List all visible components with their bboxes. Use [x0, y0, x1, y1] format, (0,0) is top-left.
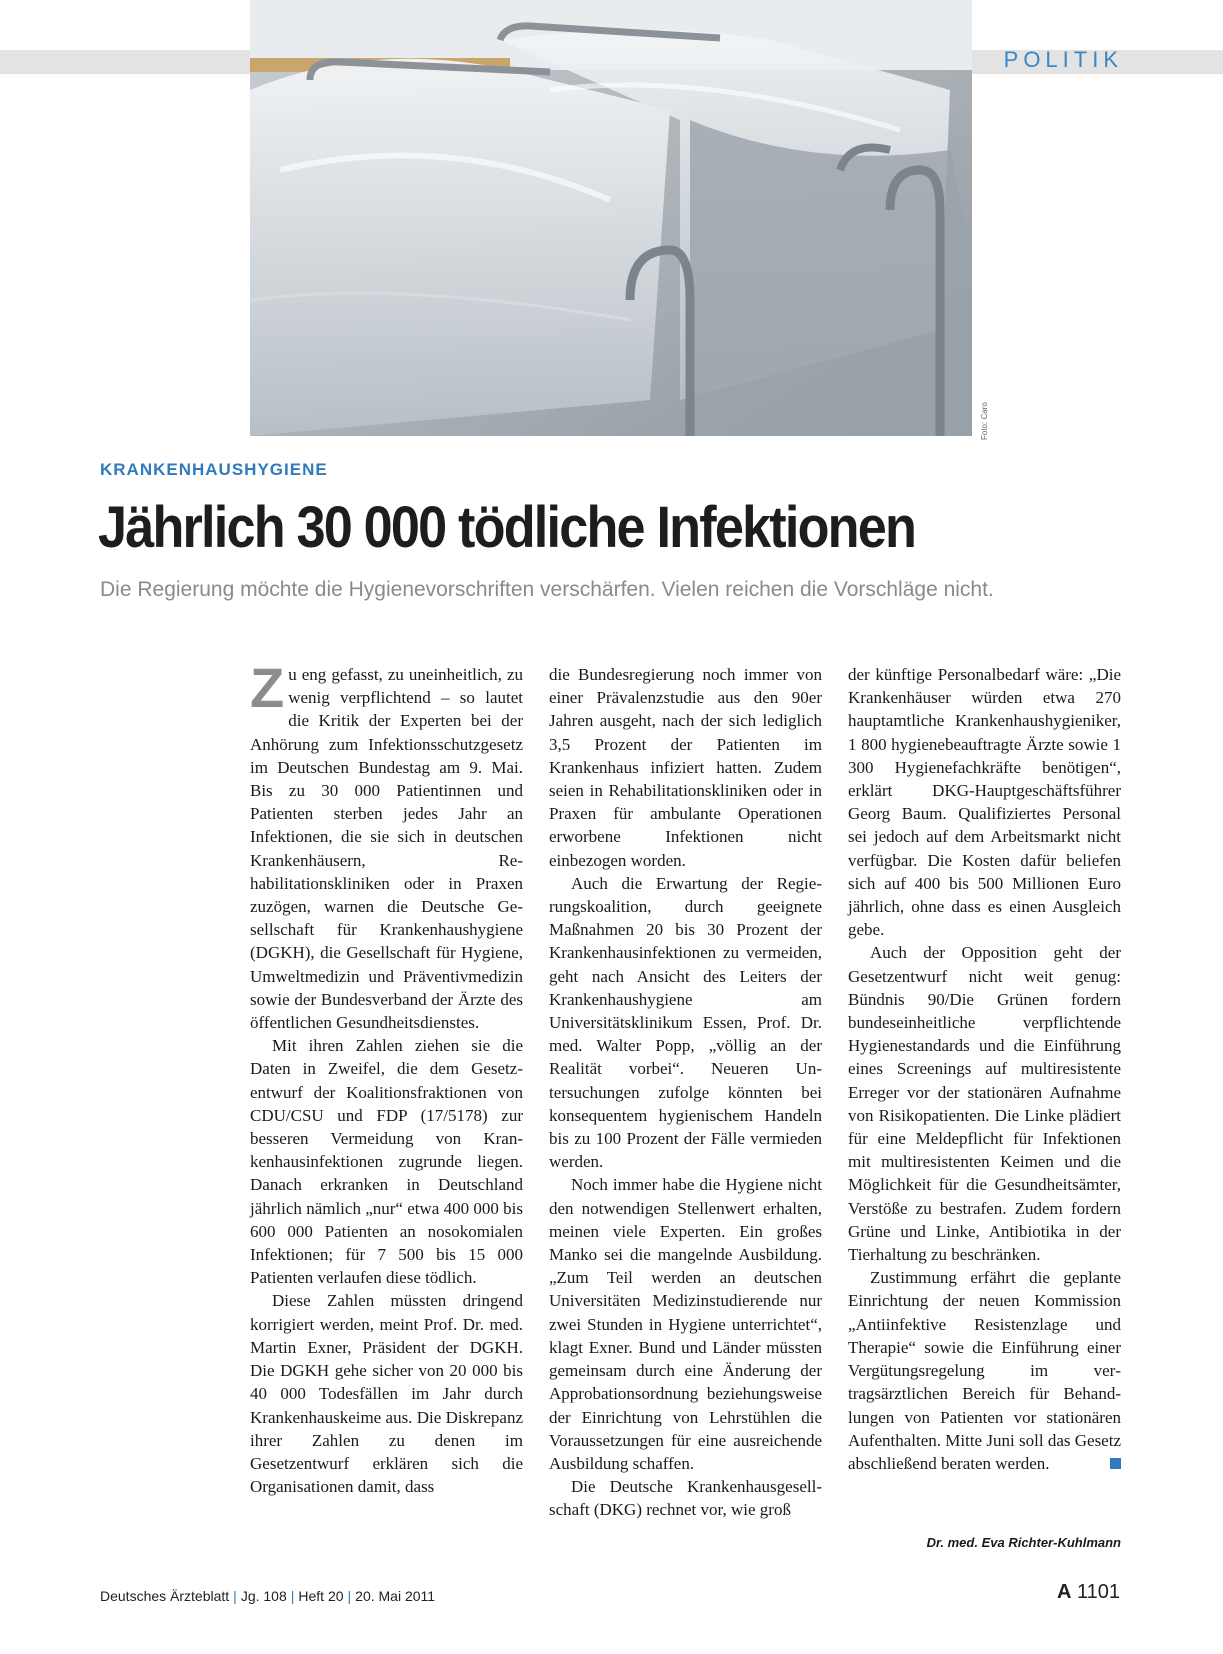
paragraph: Diese Zahlen müssten dringend korrigiert werden, meint Prof. Dr. med. Martin Exner, Präsident der DGKH. Die DGKH gehe sicher von 20 000 bis 40 000 Todesfällen im Jahr durch Krankenhauskeime aus. Die Diskrepanz ihrer Zahlen zu denen im Gesetzentwurf erklären sich die Organisationen damit, dass: [250, 1291, 523, 1497]
journal-volume: Jg. 108: [240, 1588, 287, 1604]
paragraph: der künftige Personalbedarf wäre: „Die Krankenhäuser würden etwa 270 hauptamtliche Krankenhaushygieniker, 1 800 hygienebeauftragte Ärzte sowie 1 300 Hygienefachkräfte benötigen“, erklärt DKG-Hauptgeschäftsführer Georg Baum. Qualifiziertes Personal sei jedoch auf dem Arbeitsmarkt nicht verfügbar. Die Kosten dafür beliefen sich auf 400 bis 500 Millionen Euro jährlich, ohne dass es einen Ausgleich gebe.: [848, 665, 1121, 940]
article-subline: Die Regierung möchte die Hygienevorschriften verschärfen. Vielen reichen die Vorschläge nicht.: [100, 578, 994, 601]
paragraph: Auch der Opposition geht der Gesetzentwurf nicht weit genug: Bündnis 90/Die Grünen fordern bundeseinheitliche verpflichtende Hygienestandards und die Einführung eines Screenings auf multiresistente Erreger vor der stationären Aufnahme von Risikopatienten. Die Linke plädiert für eine Meldepflicht für Infektionen mit multiresistenten Keimen und die Möglichkeit für die Gesundheitsämter, Verstöße zu bestrafen. Zudem fordern Grüne und Linke, Antibiotika in der Tierhaltung zu beschränken.: [848, 943, 1121, 1265]
text-column-3: [848, 663, 1121, 1475]
drop-cap: Z: [250, 656, 285, 719]
article-headline: Jährlich 30 000 tödliche Infektionen: [98, 495, 916, 560]
text-column-2: [549, 663, 822, 1522]
paragraph: Mit ihren Zahlen ziehen sie die Daten in Zweifel, die dem Gesetzentwurf der Koalitionsfraktionen von CDU/CSU und FDP (17/5178) zur besseren Vermeidung von Krankenhausinfektionen zugrunde liegen. Danach erkranken in Deutschland jährlich nämlich „nur“ etwa 400 000 bis 600 000 Patienten an nosokomialen Infektionen; für 7 500 bis 15 000 Patienten verlaufen diese tödlich.: [250, 1036, 523, 1288]
section-label: POLITIK: [1003, 47, 1123, 72]
photo-credit: Foto: Caro: [980, 402, 989, 440]
paragraph: Zu eng gefasst, zu uneinheitlich, zu wenig verpflichtend – so lautet die Kritik der Experten bei der Anhörung zum Infektionsschutzgesetz im Deutschen Bundestag am 9. Mai. Bis zu 30 000 Patientinnen und Patienten sterben jedes Jahr an Infektionen, die sie sich in deutschen Krankenhäusern, Rehabilitationskliniken oder in Praxen zuzögen, warnen die Deutsche Gesellschaft für Krankenhaushygiene (DGKH), die Gesellschaft für Hygiene, Umweltmedizin und Präventivmedizin sowie der Bundesverband der Ärzte des öffentlichen Gesundheitsdienstes.: [250, 656, 523, 1033]
journal-date: 20. Mai 2011: [355, 1588, 436, 1604]
article-author: Dr. med. Eva Richter-Kuhlmann: [926, 1535, 1121, 1550]
separator: |: [233, 1588, 237, 1604]
article-kicker: KRANKENHAUSHYGIENE: [100, 460, 328, 479]
journal-issue: Heft 20: [298, 1588, 344, 1604]
paragraph: Zustimmung erfährt die geplante Einrichtung der neuen Kommission „Antiinfektive Resistenzlage und Therapie“ sowie die Einführung einer Vergütungsregelung im vertragsärztlichen Bereich für Behandlungen von Patienten vor stationären Aufenthalten. Mitte Juni soll das Gesetz abschließend beraten werden.: [848, 1268, 1121, 1473]
journal-name: Deutsches Ärzteblatt: [100, 1588, 230, 1604]
page-number: A 1101: [1056, 1581, 1120, 1603]
paragraph: die Bundesregierung noch immer von einer Prävalenzstudie aus den 90er Jahren ausgeht, nach der sich lediglich 3,5 Prozent der Patienten im Krankenhaus infiziert hatten. Zudem seien in Rehabilitationskliniken oder in Praxen für ambulante Operationen erworbene Infektionen nicht einbezogen worden.: [549, 665, 822, 870]
paragraph: Noch immer habe die Hygiene nicht den notwendigen Stellenwert erhalten, meinen viele Experten. Ein großes Manko sei die mangelnde Ausbildung. „Zum Teil werden an deutschen Universitäten Medizinstudierende nur zwei Stunden in Hygiene unterrichtet“, klagt Exner. Bund und Länder müssten gemeinsam durch eine Änderung der Approbationsordnung beziehungsweise der Einrichtung von Lehrstühlen die Voraussetzungen für eine ausreichende Ausbildung schaffen.: [549, 1175, 822, 1473]
end-square-icon: [1110, 1458, 1121, 1469]
article-photo: [250, 0, 972, 436]
separator: |: [290, 1588, 295, 1604]
paragraph: Die Deutsche Krankenhausgesellschaft (DKG) rechnet vor, wie groß: [549, 1477, 822, 1520]
paragraph: Auch die Erwartung der Regierungskoalition, durch geeignete Maßnahmen 20 bis 30 Prozent der Krankenhausinfektionen zu vermeiden, geht nach Ansicht des Leiters der Krankenhaushygiene am Universitätsklinikum Essen, Prof. Dr. med. Walter Popp, „völlig an der Realität vorbei“. Neueren Untersuchungen zufolge könnten bei konsequentem hygienischem Handeln bis zu 100 Prozent der Fälle vermieden werden.: [549, 873, 822, 1172]
text-column-1: [250, 656, 523, 1498]
page-footer: [100, 1588, 435, 1604]
separator: |: [347, 1588, 352, 1604]
